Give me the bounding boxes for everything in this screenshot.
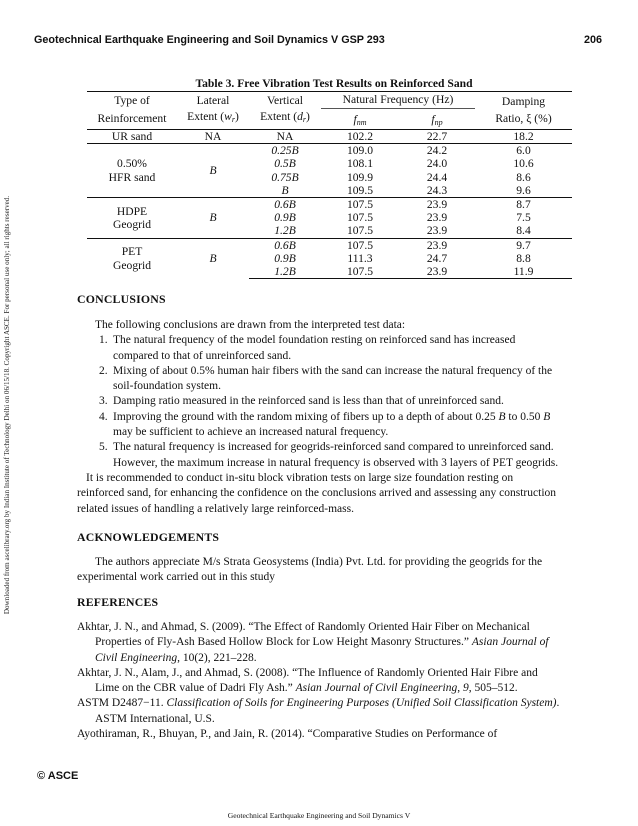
fnm-value: 102.2 bbox=[321, 129, 399, 143]
header-vertical: Vertical bbox=[249, 92, 321, 109]
fnp-value: 23.9 bbox=[399, 238, 475, 252]
header-fnp: $f_{np}$ bbox=[431, 112, 443, 127]
reinforcement-type: HDPE Geogrid bbox=[87, 197, 177, 238]
fnp-value: 24.3 bbox=[426, 183, 448, 197]
list-item: 1. The natural frequency of the model foundation resting on reinforced sand has increased compared to that of unreinforced sand. bbox=[99, 334, 516, 362]
conclusions-body bbox=[77, 318, 562, 517]
damping-value: 10.6 bbox=[513, 157, 534, 171]
fnp-value: 23.9 bbox=[426, 224, 448, 238]
fnm-value: 107.5 bbox=[321, 197, 399, 211]
fnm-value: 107.5 bbox=[346, 211, 374, 225]
vertical-extent: NA bbox=[249, 129, 321, 143]
damping-value: 9.6 bbox=[516, 183, 531, 197]
reference-item: Ayothiraman, R., Bhuyan, P., and Jain, R. (2014). “Comparative Studies on Performance of bbox=[77, 728, 498, 741]
vertical-extent: 0.25B bbox=[249, 144, 321, 158]
vertical-extent: 0.9B bbox=[274, 251, 296, 265]
acknowledgements-heading: ACKNOWLEDGEMENTS bbox=[77, 530, 220, 544]
list-item: 3. Damping ratio measured in the reinforced sand is less than that of unreinforced sand. bbox=[99, 395, 504, 408]
lateral-extent: B bbox=[177, 197, 249, 238]
results-table bbox=[87, 91, 572, 279]
fnp-value: 23.9 bbox=[426, 211, 448, 225]
acknowledgements-text: The authors appreciate M/s Strata Geosystems (India) Pvt. Ltd. for providing the geogrids for the experimental work carried out in this study bbox=[77, 556, 543, 584]
running-head-title: Geotechnical Earthquake Engineering and Soil Dynamics V GSP 293 bbox=[34, 34, 385, 46]
header-damping-line2: Ratio, ξ (%) bbox=[495, 111, 552, 125]
damping-value: 9.7 bbox=[475, 238, 572, 252]
lateral-extent: B bbox=[177, 238, 249, 279]
damping-value: 8.6 bbox=[516, 170, 531, 184]
fnp-value: 23.9 bbox=[399, 265, 475, 279]
vertical-extent: 0.75B bbox=[271, 170, 299, 184]
vertical-extent: B bbox=[281, 183, 289, 197]
reference-item: ASTM D2487−11. Classification of Soils for Engineering Purposes (Unified Soil Classification System). ASTM International, U.S. bbox=[77, 697, 560, 725]
vertical-extent: 0.5B bbox=[274, 157, 296, 171]
header-fnm: $f_{nm}$ bbox=[353, 112, 367, 127]
fnp-value: 24.7 bbox=[426, 251, 448, 265]
vertical-extent: 0.6B bbox=[249, 197, 321, 211]
damping-value: 18.2 bbox=[475, 129, 572, 143]
conclusions-intro: The following conclusions are drawn from the interpreted test data: bbox=[95, 319, 406, 331]
list-item: 2. Mixing of about 0.5% human hair fibers with the sand can increase the natural frequency of the soil-foundation system. bbox=[99, 364, 553, 393]
download-notice bbox=[0, 150, 14, 660]
damping-value: 7.5 bbox=[516, 211, 531, 225]
running-head bbox=[34, 34, 602, 50]
reinforcement-type: UR sand bbox=[87, 129, 177, 143]
vertical-extent: 1.2B bbox=[274, 224, 296, 238]
fnp-value: 24.0 bbox=[426, 157, 448, 171]
references-heading: REFERENCES bbox=[77, 595, 159, 609]
table-row bbox=[87, 238, 572, 252]
table-caption: Table 3. Free Vibration Test Results on Reinforced Sand bbox=[195, 77, 473, 90]
fnp-value: 24.2 bbox=[399, 144, 475, 158]
table-row bbox=[87, 197, 572, 211]
fnm-value: 111.3 bbox=[347, 251, 373, 265]
damping-value: 8.4 bbox=[516, 224, 531, 238]
fnm-value: 108.1 bbox=[346, 157, 374, 171]
vertical-extent: 1.2B bbox=[249, 265, 321, 279]
header-type: Type of bbox=[87, 92, 177, 109]
reference-item: Akhtar, J. N., and Ahmad, S. (2009). “The Effect of Randomly Oriented Hair Fiber on Mechanical Properties of Fly-Ash Based Hollow Block for Low Height Masonry Structures.” Asian Journal of Civil Engineering, 10(2), 221–228. bbox=[77, 621, 549, 664]
list-item: 4. Improving the ground with the random mixing of fibers up to a depth of about 0.25 B to 0.50 B may be sufficient to achieve an increased natural frequency. bbox=[99, 410, 551, 439]
fnm-value: 109.5 bbox=[346, 183, 374, 197]
fnm-value: 107.5 bbox=[321, 238, 399, 252]
fnp-value: 24.4 bbox=[426, 170, 448, 184]
header-natural-frequency: Natural Frequency (Hz) bbox=[321, 92, 475, 109]
header-lateral-line2: Extent $(w_r)$ bbox=[187, 110, 239, 125]
fnm-value: 107.5 bbox=[321, 265, 399, 279]
fnm-value: 109.9 bbox=[346, 170, 374, 184]
damping-value: 6.0 bbox=[475, 144, 572, 158]
reinforcement-type: 0.50% HFR sand bbox=[87, 144, 177, 198]
damping-value: 8.8 bbox=[516, 251, 531, 265]
damping-value: 8.7 bbox=[475, 197, 572, 211]
table-row bbox=[87, 129, 572, 143]
fnp-value: 23.9 bbox=[399, 197, 475, 211]
lateral-extent: NA bbox=[177, 129, 249, 143]
lateral-extent: B bbox=[177, 144, 249, 198]
fnm-value: 107.5 bbox=[346, 224, 374, 238]
fnp-value: 22.7 bbox=[399, 129, 475, 143]
header-lateral: Lateral bbox=[177, 92, 249, 109]
download-notice-text: Downloaded from ascelibrary.org by Indian Institute of Technology Delhi on 06/15/18. Copyright ASCE. For personal use only; all rights reserved. bbox=[3, 195, 11, 615]
damping-value: 11.9 bbox=[475, 265, 572, 279]
reference-item: Akhtar, J. N., Alam, J., and Ahmad, S. (2008). “The Influence of Randomly Oriented Hair Fibre and Lime on the CBR value of Dadri Fly Ash.” Asian Journal of Civil Engineering, 9, 505–512. bbox=[77, 666, 538, 695]
header-vertical-line2: Extent $(d_r)$ bbox=[260, 110, 310, 125]
list-item: 5. The natural frequency is increased for geogrids-reinforced sand compared to unreinforced sand. However, the maximum increase in natural frequency is observed with 3 layers of PET geogrids. bbox=[99, 441, 559, 469]
vertical-extent: 0.6B bbox=[249, 238, 321, 252]
conclusions-list bbox=[77, 333, 562, 471]
footer-book-title: Geotechnical Earthquake Engineering and Soil Dynamics V bbox=[227, 811, 411, 820]
vertical-extent: 0.9B bbox=[274, 211, 296, 225]
table-row bbox=[87, 144, 572, 158]
reinforcement-type: PET Geogrid bbox=[87, 238, 177, 279]
asce-copyright: © ASCE bbox=[37, 770, 79, 782]
header-damping: Damping bbox=[475, 92, 572, 109]
references-list bbox=[77, 620, 562, 742]
fnm-value: 109.0 bbox=[321, 144, 399, 158]
conclusions-closing: It is recommended to conduct in-situ block vibration tests on large size foundation resting on reinforced sand, for enhancing the confidence on the conclusions arrived and assessing any construction related issues of handling a relatively large reinforced-mass. bbox=[77, 471, 557, 515]
header-type-line2: Reinforcement bbox=[97, 111, 167, 125]
page-number: 206 bbox=[583, 34, 602, 46]
conclusions-heading: CONCLUSIONS bbox=[77, 292, 166, 306]
acknowledgements-body bbox=[77, 555, 562, 586]
